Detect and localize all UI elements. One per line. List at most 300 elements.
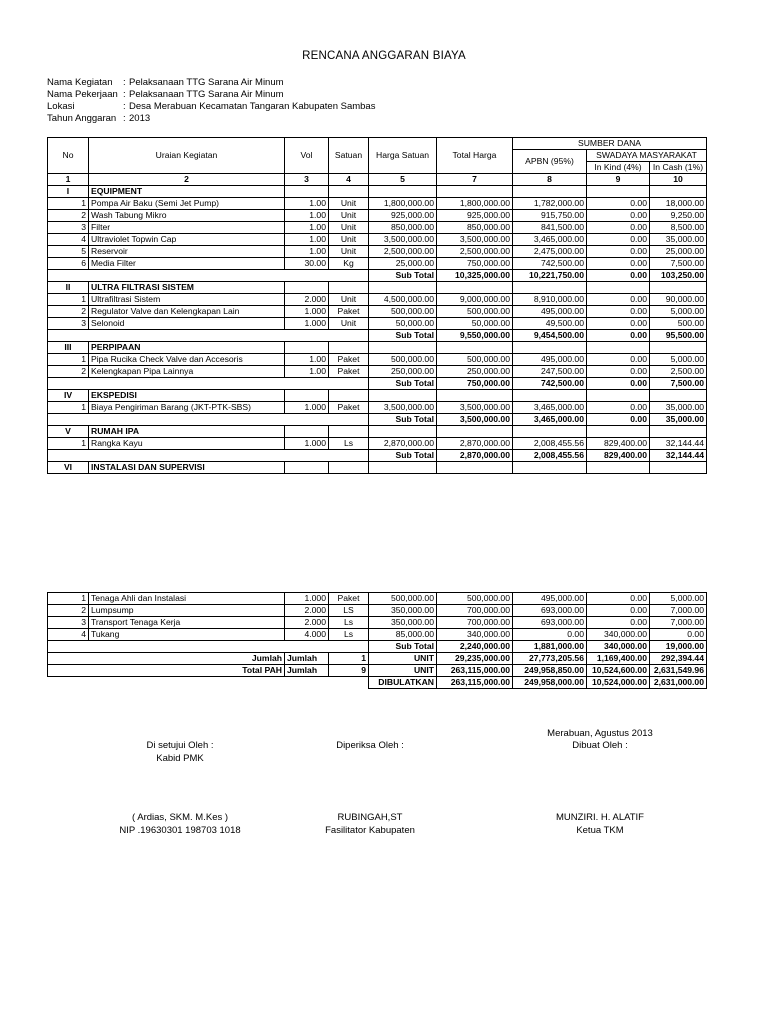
item-unit: Kg — [329, 258, 369, 270]
item-unit: Unit — [329, 210, 369, 222]
subtotal-label: Sub Total — [369, 270, 437, 282]
item-apbn: 693,000.00 — [513, 617, 587, 629]
item-volume: 1.000 — [285, 593, 329, 605]
empty-cell — [587, 426, 650, 438]
empty-cell — [513, 282, 587, 294]
item-number: 1 — [48, 354, 89, 366]
header-in-cash: In Cash (1%) — [650, 162, 707, 174]
item-description: Reservoir — [89, 246, 285, 258]
col-number: 3 — [285, 174, 329, 186]
item-total-price: 700,000.00 — [437, 605, 513, 617]
col-number: 9 — [587, 174, 650, 186]
total-count: 1 — [329, 653, 369, 665]
table-row — [48, 605, 707, 617]
subtotal-apbn: 3,465,000.00 — [513, 414, 587, 426]
item-total-price: 500,000.00 — [437, 593, 513, 605]
table-row — [48, 617, 707, 629]
item-in-cash: 500.00 — [650, 318, 707, 330]
item-unit-price: 3,500,000.00 — [369, 402, 437, 414]
signature-role: Kabid PMK — [156, 753, 204, 764]
rounded-label: DIBULATKAN — [369, 677, 437, 689]
subtotal-in-kind: 0.00 — [587, 330, 650, 342]
signature-role: Diperiksa Oleh : — [336, 740, 404, 751]
item-in-kind: 0.00 — [587, 318, 650, 330]
item-in-cash: 18,000.00 — [650, 198, 707, 210]
empty-cell — [587, 282, 650, 294]
item-in-cash: 5,000.00 — [650, 593, 707, 605]
item-description: Selonoid — [89, 318, 285, 330]
empty-cell — [285, 390, 329, 402]
item-total-price: 925,000.00 — [437, 210, 513, 222]
total-type: Jumlah — [285, 665, 329, 677]
subtotal-in-kind: 0.00 — [587, 270, 650, 282]
subtotal-label: Sub Total — [369, 450, 437, 462]
item-volume: 1.00 — [285, 198, 329, 210]
item-volume: 2.000 — [285, 605, 329, 617]
empty-cell — [369, 426, 437, 438]
table-row — [48, 306, 707, 318]
empty-cell — [650, 462, 707, 474]
item-unit: Ls — [329, 629, 369, 641]
table-row — [48, 366, 707, 378]
empty-cell — [329, 186, 369, 198]
header-sumber-dana: SUMBER DANA — [513, 138, 707, 150]
item-in-kind: 0.00 — [587, 210, 650, 222]
place-date: Merabuan, Agustus 2013 — [547, 728, 653, 739]
col-number: 7 — [437, 174, 513, 186]
item-unit: Unit — [329, 294, 369, 306]
header-harga-satuan: Harga Satuan — [369, 138, 437, 174]
total-pah-row — [48, 665, 707, 677]
item-unit-price: 2,870,000.00 — [369, 438, 437, 450]
col-number: 8 — [513, 174, 587, 186]
item-in-kind: 0.00 — [587, 246, 650, 258]
subtotal-total: 750,000.00 — [437, 378, 513, 390]
item-in-kind: 0.00 — [587, 294, 650, 306]
subtotal-label: Sub Total — [369, 414, 437, 426]
rounded-total: 263,115,000.00 — [437, 677, 513, 689]
subtotal-total: 10,325,000.00 — [437, 270, 513, 282]
item-description: Kelengkapan Pipa Lainnya — [89, 366, 285, 378]
budget-table — [47, 137, 707, 474]
item-number: 1 — [48, 593, 89, 605]
header-in-kind: In Kind (4%) — [587, 162, 650, 174]
item-apbn: 3,465,000.00 — [513, 234, 587, 246]
item-unit-price: 50,000.00 — [369, 318, 437, 330]
meta-value: Pelaksanaan TTG Sarana Air Minum — [129, 77, 284, 88]
total-price: 263,115,000.00 — [437, 665, 513, 677]
subtotal-label: Sub Total — [369, 641, 437, 653]
item-apbn: 742,500.00 — [513, 258, 587, 270]
signature-position: Ketua TKM — [576, 825, 624, 836]
item-in-cash: 0.00 — [650, 629, 707, 641]
table-row — [48, 294, 707, 306]
item-number: 2 — [48, 210, 89, 222]
empty-cell — [587, 342, 650, 354]
total-label: Jumlah — [48, 653, 285, 665]
budget-table-continued — [47, 592, 707, 689]
subtotal-in-kind: 829,400.00 — [587, 450, 650, 462]
subtotal-in-cash: 7,500.00 — [650, 378, 707, 390]
subtotal-in-cash: 35,000.00 — [650, 414, 707, 426]
item-unit-price: 3,500,000.00 — [369, 234, 437, 246]
subtotal-row — [48, 414, 707, 426]
signature-name: RUBINGAH,ST — [337, 812, 403, 823]
total-in-kind: 1,169,400.00 — [587, 653, 650, 665]
item-unit: Unit — [329, 246, 369, 258]
table-row — [48, 318, 707, 330]
item-number: 2 — [48, 366, 89, 378]
item-number: 3 — [48, 318, 89, 330]
section-number: I — [48, 186, 89, 198]
empty-cell — [285, 342, 329, 354]
col-number: 10 — [650, 174, 707, 186]
item-apbn: 0.00 — [513, 629, 587, 641]
item-unit: Unit — [329, 318, 369, 330]
col-number: 4 — [329, 174, 369, 186]
item-in-cash: 32,144.44 — [650, 438, 707, 450]
item-total-price: 700,000.00 — [437, 617, 513, 629]
total-in-kind: 10,524,600.00 — [587, 665, 650, 677]
item-unit-price: 925,000.00 — [369, 210, 437, 222]
empty-cell — [329, 282, 369, 294]
item-number: 4 — [48, 629, 89, 641]
item-unit: Paket — [329, 366, 369, 378]
item-description: Tukang — [89, 629, 285, 641]
item-unit-price: 4,500,000.00 — [369, 294, 437, 306]
subtotal-in-kind: 0.00 — [587, 414, 650, 426]
empty-cell — [48, 414, 369, 426]
item-total-price: 2,870,000.00 — [437, 438, 513, 450]
item-apbn: 495,000.00 — [513, 593, 587, 605]
item-volume: 1.00 — [285, 222, 329, 234]
section-number: III — [48, 342, 89, 354]
item-in-cash: 35,000.00 — [650, 402, 707, 414]
rounded-in-cash: 2,631,000.00 — [650, 677, 707, 689]
subtotal-total: 3,500,000.00 — [437, 414, 513, 426]
empty-cell — [437, 282, 513, 294]
subtotal-label: Sub Total — [369, 378, 437, 390]
item-apbn: 8,910,000.00 — [513, 294, 587, 306]
item-in-kind: 0.00 — [587, 222, 650, 234]
item-volume: 1.00 — [285, 210, 329, 222]
empty-cell — [587, 462, 650, 474]
item-unit-price: 2,500,000.00 — [369, 246, 437, 258]
empty-cell — [650, 342, 707, 354]
meta-label: Tahun Anggaran — [47, 113, 117, 124]
item-volume: 4.000 — [285, 629, 329, 641]
item-volume: 1.00 — [285, 246, 329, 258]
empty-cell — [650, 186, 707, 198]
subtotal-apbn: 2,008,455.56 — [513, 450, 587, 462]
item-total-price: 250,000.00 — [437, 366, 513, 378]
empty-cell — [48, 450, 369, 462]
item-in-kind: 340,000.00 — [587, 629, 650, 641]
subtotal-apbn: 1,881,000.00 — [513, 641, 587, 653]
signature-role: Dibuat Oleh : — [572, 740, 628, 751]
total-type: Jumlah — [285, 653, 329, 665]
meta-value: 2013 — [129, 113, 151, 124]
subtotal-in-kind: 0.00 — [587, 378, 650, 390]
subtotal-row — [48, 378, 707, 390]
empty-cell — [369, 390, 437, 402]
signature-name: ( Ardias, SKM. M.Kes ) — [131, 812, 229, 823]
item-volume: 1.00 — [285, 354, 329, 366]
item-unit-price: 25,000.00 — [369, 258, 437, 270]
total-in-cash: 2,631,549.96 — [650, 665, 707, 677]
item-total-price: 3,500,000.00 — [437, 234, 513, 246]
item-description: Lumpsump — [89, 605, 285, 617]
item-apbn: 693,000.00 — [513, 605, 587, 617]
empty-cell — [369, 342, 437, 354]
empty-cell — [48, 641, 369, 653]
subtotal-in-cash: 103,250.00 — [650, 270, 707, 282]
signature-role: Di setujui Oleh : — [146, 740, 214, 751]
meta-label: Nama Kegiatan — [47, 77, 113, 88]
item-description: Regulator Valve dan Kelengkapan Lain — [89, 306, 285, 318]
section-row — [48, 282, 707, 294]
item-number: 3 — [48, 222, 89, 234]
empty-cell — [48, 677, 369, 689]
item-total-price: 50,000.00 — [437, 318, 513, 330]
empty-cell — [285, 186, 329, 198]
item-description: Wash Tabung Mikro — [89, 210, 285, 222]
item-apbn: 495,000.00 — [513, 306, 587, 318]
header-total-harga: Total Harga — [437, 138, 513, 174]
empty-cell — [329, 342, 369, 354]
subtotal-in-cash: 32,144.44 — [650, 450, 707, 462]
item-in-cash: 7,500.00 — [650, 258, 707, 270]
meta-label: Nama Pekerjaan — [47, 89, 118, 100]
item-in-kind: 0.00 — [587, 617, 650, 629]
item-in-kind: 0.00 — [587, 198, 650, 210]
empty-cell — [587, 390, 650, 402]
signature-position: Fasilitator Kabupaten — [325, 825, 415, 836]
item-in-kind: 0.00 — [587, 234, 650, 246]
empty-cell — [369, 186, 437, 198]
item-description: Transport Tenaga Kerja — [89, 617, 285, 629]
item-in-cash: 25,000.00 — [650, 246, 707, 258]
rounded-in-kind: 10,524,000.00 — [587, 677, 650, 689]
item-description: Pipa Rucika Check Valve dan Accesoris — [89, 354, 285, 366]
item-unit-price: 85,000.00 — [369, 629, 437, 641]
empty-cell — [437, 426, 513, 438]
jumlah-row — [48, 653, 707, 665]
signature-approver — [95, 739, 265, 765]
header-swadaya: SWADAYA MASYARAKAT — [587, 150, 707, 162]
item-unit-price: 850,000.00 — [369, 222, 437, 234]
item-in-cash: 9,250.00 — [650, 210, 707, 222]
total-count: 9 — [329, 665, 369, 677]
table-row — [48, 593, 707, 605]
item-unit: Ls — [329, 438, 369, 450]
item-number: 2 — [48, 306, 89, 318]
empty-cell — [587, 186, 650, 198]
item-unit: Ls — [329, 617, 369, 629]
item-total-price: 750,000.00 — [437, 258, 513, 270]
item-volume: 1.000 — [285, 402, 329, 414]
item-unit-price: 350,000.00 — [369, 617, 437, 629]
item-volume: 30.00 — [285, 258, 329, 270]
empty-cell — [48, 330, 369, 342]
total-unit: UNIT — [369, 653, 437, 665]
empty-cell — [48, 270, 369, 282]
item-unit-price: 350,000.00 — [369, 605, 437, 617]
total-apbn: 27,773,205.56 — [513, 653, 587, 665]
item-in-kind: 0.00 — [587, 366, 650, 378]
item-description: Media Filter — [89, 258, 285, 270]
item-total-price: 2,500,000.00 — [437, 246, 513, 258]
header-uraian: Uraian Kegiatan — [89, 138, 285, 174]
item-in-kind: 0.00 — [587, 605, 650, 617]
item-in-cash: 5,000.00 — [650, 354, 707, 366]
item-unit: Unit — [329, 198, 369, 210]
empty-cell — [437, 462, 513, 474]
item-unit: Paket — [329, 593, 369, 605]
section-number: VI — [48, 462, 89, 474]
empty-cell — [329, 462, 369, 474]
empty-cell — [369, 462, 437, 474]
item-in-kind: 0.00 — [587, 306, 650, 318]
empty-cell — [513, 426, 587, 438]
empty-cell — [650, 426, 707, 438]
item-description: Ultraviolet Topwin Cap — [89, 234, 285, 246]
item-unit: Paket — [329, 306, 369, 318]
item-number: 4 — [48, 234, 89, 246]
table-row — [48, 402, 707, 414]
header-vol: Vol — [285, 138, 329, 174]
subtotal-in-kind: 340,000.00 — [587, 641, 650, 653]
empty-cell — [650, 390, 707, 402]
section-row — [48, 462, 707, 474]
item-total-price: 9,000,000.00 — [437, 294, 513, 306]
section-title: EKSPEDISI — [89, 390, 285, 402]
empty-cell — [329, 426, 369, 438]
signature-checker — [285, 739, 455, 752]
header-apbn: APBN (95%) — [513, 150, 587, 174]
item-description: Rangka Kayu — [89, 438, 285, 450]
item-number: 1 — [48, 198, 89, 210]
total-label: Total PAH — [48, 665, 285, 677]
item-in-kind: 0.00 — [587, 354, 650, 366]
signature-checker-name — [285, 811, 455, 837]
item-total-price: 1,800,000.00 — [437, 198, 513, 210]
signature-approver-name — [95, 811, 265, 837]
item-number: 5 — [48, 246, 89, 258]
item-total-price: 340,000.00 — [437, 629, 513, 641]
item-unit-price: 500,000.00 — [369, 306, 437, 318]
table-row — [48, 246, 707, 258]
item-volume: 1.000 — [285, 306, 329, 318]
item-unit: Unit — [329, 222, 369, 234]
item-in-kind: 829,400.00 — [587, 438, 650, 450]
empty-cell — [513, 462, 587, 474]
empty-cell — [650, 282, 707, 294]
item-in-cash: 35,000.00 — [650, 234, 707, 246]
item-volume: 2.000 — [285, 294, 329, 306]
subtotal-label: Sub Total — [369, 330, 437, 342]
item-total-price: 500,000.00 — [437, 306, 513, 318]
item-in-kind: 0.00 — [587, 402, 650, 414]
table-row — [48, 222, 707, 234]
page-title: RENCANA ANGGARAN BIAYA — [302, 50, 466, 62]
empty-cell — [285, 426, 329, 438]
item-in-cash: 8,500.00 — [650, 222, 707, 234]
item-apbn: 247,500.00 — [513, 366, 587, 378]
table-row — [48, 234, 707, 246]
subtotal-total: 2,870,000.00 — [437, 450, 513, 462]
item-description: Filter — [89, 222, 285, 234]
empty-cell — [329, 390, 369, 402]
item-unit: Paket — [329, 402, 369, 414]
section-row — [48, 186, 707, 198]
section-row — [48, 390, 707, 402]
subtotal-apbn: 10,221,750.00 — [513, 270, 587, 282]
total-price: 29,235,000.00 — [437, 653, 513, 665]
section-row — [48, 342, 707, 354]
item-description: Pompa Air Baku (Semi Jet Pump) — [89, 198, 285, 210]
empty-cell — [437, 390, 513, 402]
item-number: 1 — [48, 438, 89, 450]
item-apbn: 2,475,000.00 — [513, 246, 587, 258]
item-number: 1 — [48, 402, 89, 414]
item-apbn: 841,500.00 — [513, 222, 587, 234]
table-row — [48, 210, 707, 222]
subtotal-row — [48, 330, 707, 342]
section-number: II — [48, 282, 89, 294]
section-title: ULTRA FILTRASI SISTEM — [89, 282, 285, 294]
signature-maker — [515, 739, 685, 752]
signature-name: MUNZIRI. H. ALATIF — [556, 812, 644, 823]
item-unit-price: 500,000.00 — [369, 354, 437, 366]
table-row — [48, 258, 707, 270]
table-row — [48, 198, 707, 210]
item-in-cash: 7,000.00 — [650, 617, 707, 629]
empty-cell — [513, 186, 587, 198]
item-volume: 1.00 — [285, 366, 329, 378]
section-number: V — [48, 426, 89, 438]
meta-value: Desa Merabuan Kecamatan Tangaran Kabupaten Sambas — [129, 101, 376, 112]
item-unit-price: 1,800,000.00 — [369, 198, 437, 210]
item-total-price: 3,500,000.00 — [437, 402, 513, 414]
item-in-cash: 2,500.00 — [650, 366, 707, 378]
section-title: INSTALASI DAN SUPERVISI — [89, 462, 285, 474]
item-unit: Paket — [329, 354, 369, 366]
item-number: 2 — [48, 605, 89, 617]
item-unit: LS — [329, 605, 369, 617]
col-number: 2 — [89, 174, 285, 186]
item-number: 6 — [48, 258, 89, 270]
subtotal-row — [48, 270, 707, 282]
dibulatkan-row — [48, 677, 707, 689]
empty-cell — [513, 390, 587, 402]
rounded-apbn: 249,958,000.00 — [513, 677, 587, 689]
total-apbn: 249,958,850.00 — [513, 665, 587, 677]
subtotal-apbn: 742,500.00 — [513, 378, 587, 390]
section-title: PERPIPAAN — [89, 342, 285, 354]
subtotal-apbn: 9,454,500.00 — [513, 330, 587, 342]
item-apbn: 1,782,000.00 — [513, 198, 587, 210]
item-in-cash: 90,000.00 — [650, 294, 707, 306]
header-satuan: Satuan — [329, 138, 369, 174]
table-row — [48, 354, 707, 366]
subtotal-total: 2,240,000.00 — [437, 641, 513, 653]
item-apbn: 49,500.00 — [513, 318, 587, 330]
item-in-kind: 0.00 — [587, 258, 650, 270]
empty-cell — [285, 282, 329, 294]
signature-nip: NIP .19630301 198703 1018 — [119, 825, 241, 836]
item-apbn: 915,750.00 — [513, 210, 587, 222]
